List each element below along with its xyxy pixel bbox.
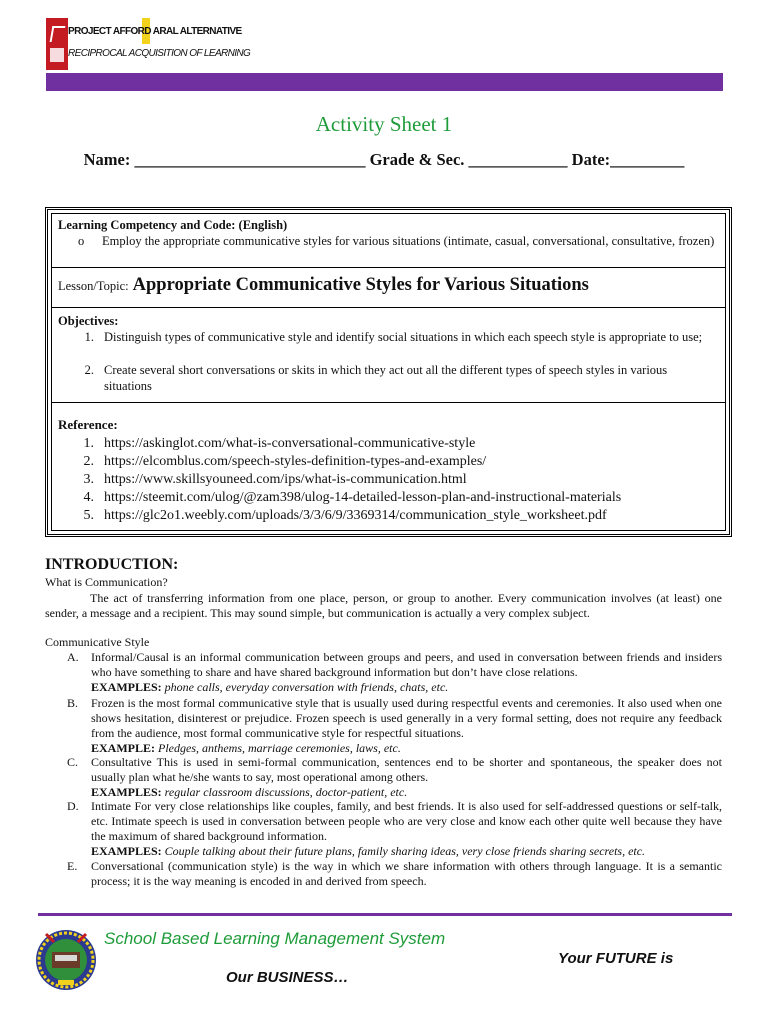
- footer-purple-line: [38, 913, 732, 916]
- reference-link: https://steemit.com/ulog/@zam398/ulog-14-detailed-lesson-plan-and-instructional-materials: [104, 490, 622, 505]
- reference-number: 1.: [83, 436, 94, 451]
- example-label: EXAMPLE:: [91, 741, 155, 755]
- style-text: Intimate For very close relationships like couples, family, and best friends. It is also used for self-addressed questions or self-talk, etc. Intimate speech is used in conversation between people who are very close and know each other quite well because they have the maximum of shared background information.: [91, 799, 722, 843]
- style-text: Informal/Causal is an informal communication between groups and peers, and used in conversation between friends and insiders who have something to share and have shared background information but don’t have close relations.: [91, 650, 722, 679]
- objectives-label: Objectives:: [58, 314, 119, 328]
- objective-text: Create several short conversations or skits in which they act out all the different types of speech styles in various situations: [104, 363, 668, 393]
- lesson-label: Lesson/Topic:: [58, 279, 129, 293]
- lesson-info-box: [45, 207, 732, 537]
- style-marker: B.: [67, 696, 79, 710]
- style-text: Conversational (communication style) is the way in which we share information with others through language. It is a semantic process; it is the way meaning is encoded in and derived from speech.: [91, 859, 722, 888]
- reference-link: https://www.skillsyouneed.com/ips/what-is-communication.html: [104, 472, 467, 487]
- reference-link: https://glc2o1.weebly.com/uploads/3/3/6/9/3369314/communication_style_worksheet.pdf: [104, 508, 607, 523]
- reference-label: Reference:: [58, 417, 118, 432]
- style-marker: E.: [67, 859, 78, 873]
- competency-text: Employ the appropriate communicative styles for various situations (intimate, casual, conversational, consultative, frozen): [102, 234, 715, 248]
- example-label: EXAMPLES:: [91, 680, 162, 694]
- introduction-paragraph: The act of transferring information from one place, person, or group to another. Every communication involves (at least) one sender, a message and a recipient. This may sound simple, but communication is actually a very complex subject.: [45, 591, 722, 620]
- lesson-topic: Appropriate Communicative Styles for Various Situations: [132, 275, 589, 295]
- reference-number: 4.: [83, 490, 94, 505]
- style-text: Consultative This is used in semi-formal communication, sentences end to be shorter and spontaneous, the speaker does not usually plan what he/she wants to say, most operational among others.: [91, 755, 722, 784]
- logo-emblem-icon: [46, 18, 68, 70]
- reference-link: https://askinglot.com/what-is-conversational-communicative-style: [104, 436, 476, 451]
- objective-number: 1.: [84, 330, 94, 344]
- header-purple-bar: [46, 73, 723, 91]
- competency-bullet: o: [78, 234, 85, 248]
- reference-number: 5.: [83, 508, 94, 523]
- communicative-style-heading: Communicative Style: [45, 635, 150, 649]
- logo-text-line2: RECIPROCAL ACQUISITION OF LEARNING: [68, 48, 251, 59]
- introduction-heading: INTRODUCTION:: [45, 556, 179, 573]
- page-title: Activity Sheet 1: [315, 112, 453, 136]
- name-grade-date-line: Name: ____________________________ Grade & Sec. ____________ Date:_________: [83, 150, 685, 169]
- reference-number: 2.: [83, 454, 94, 469]
- logo-text-line1: PROJECT AFFORD ARAL ALTERNATIVE: [68, 26, 242, 37]
- objectives-section: [52, 308, 725, 403]
- example-label: EXAMPLES:: [91, 844, 162, 858]
- project-logo: [46, 18, 251, 72]
- style-marker: C.: [67, 755, 79, 769]
- school-seal-icon: [34, 924, 98, 992]
- style-marker: A.: [67, 650, 79, 664]
- style-text: Frozen is the most formal communicative style that is usually used during respectful events and ceremonies. It also used when one shows hesitation, disinterest or prejudice. Frozen speech is used generally in a very formal setting, does not require any feedback from the audience, most formal communicative style for respectful situations.: [91, 696, 722, 740]
- example-text: Pledges, anthems, marriage ceremonies, laws, etc.: [158, 741, 401, 755]
- footer-slogan-right: Your FUTURE is: [558, 950, 674, 967]
- example-text: regular classroom discussions, doctor-patient, etc.: [164, 785, 408, 799]
- reference-link: https://elcomblus.com/speech-styles-definition-types-and-examples/: [104, 454, 487, 469]
- lesson-section: [52, 268, 725, 308]
- competency-label: Learning Competency and Code: (English): [58, 218, 288, 232]
- objective-number: 2.: [84, 363, 94, 377]
- competency-section: [52, 214, 725, 268]
- example-label: EXAMPLES:: [91, 785, 162, 799]
- footer-system-title: School Based Learning Management System: [104, 929, 446, 948]
- footer-slogan-left: Our BUSINESS…: [226, 969, 349, 986]
- reference-number: 3.: [83, 472, 94, 487]
- example-text: phone calls, everyday conversation with friends, chats, etc.: [164, 680, 449, 694]
- communication-question: What is Communication?: [45, 575, 168, 589]
- example-text: Couple talking about their future plans, family sharing ideas, very close friends sharing secrets, etc.: [164, 844, 646, 858]
- reference-section: [52, 403, 725, 530]
- style-marker: D.: [67, 799, 79, 813]
- objective-text: Distinguish types of communicative style and identify social situations in which each speech style is appropriate to use;: [104, 330, 703, 344]
